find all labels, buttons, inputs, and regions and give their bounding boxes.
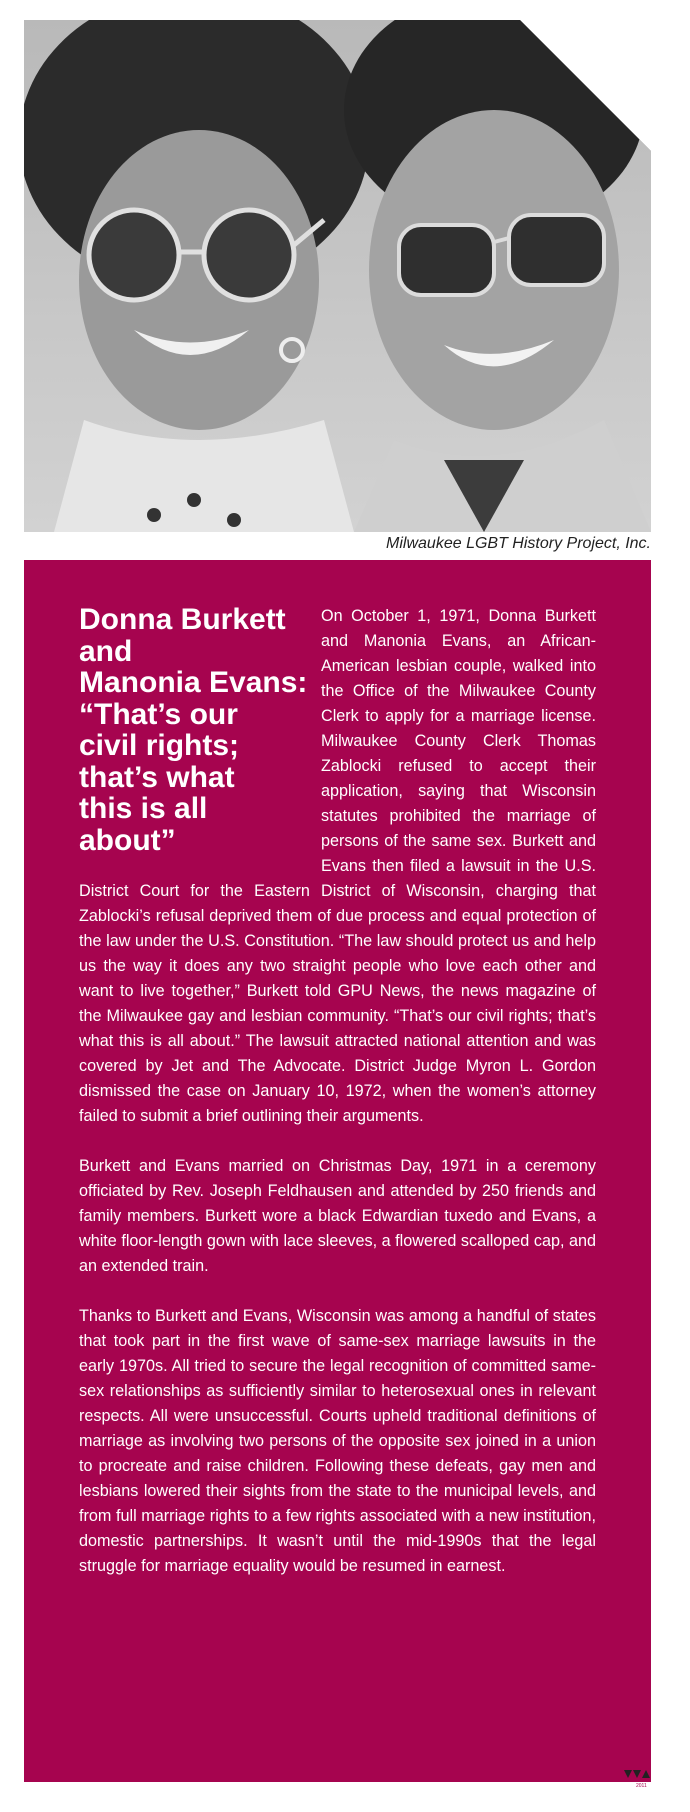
archival-photo <box>24 20 651 532</box>
title-line: and <box>79 634 133 668</box>
title-line: that’s what <box>79 760 235 794</box>
title-line: Manonia Evans: <box>79 666 308 699</box>
title-line: this is all <box>79 792 208 825</box>
article-body <box>79 604 596 1604</box>
archival-photo-icon <box>24 20 651 532</box>
article-paragraph: Burkett and Evans married on Christmas Day, 1971 in a ceremony officiated by Rev. Joseph Feldhausen and attended by 250 friends and family members. Burkett wore a black Edwardian tuxedo and Evans, a white floor-length gown with lace sleeves, a flowered scalloped cap, and an extended train. <box>79 1157 596 1275</box>
article-title <box>79 604 309 856</box>
title-line: civil rights; <box>79 729 240 762</box>
triangles-logo-icon <box>624 1770 650 1780</box>
logo-caption: 2011 <box>636 1783 647 1789</box>
title-line: “That’s our <box>79 697 238 731</box>
title-line: about” <box>79 823 176 857</box>
article-paragraph: Thanks to Burkett and Evans, Wisconsin was among a handful of states that took part in the first wave of same-sex marriage lawsuits in the early 1970s. All tried to secure the legal recognition of committed same-sex relationships as sufficiently similar to heterosexual ones in relevant respects. All were unsuccessful. Courts upheld traditional definitions of marriage as involving two persons of the opposite sex joined in a union to procreate and raise children. Following these defeats, gay men and lesbians lowered their sights from the state to the municipal levels, and from full marriage rights to a few rights associated with a new institution, domestic partnerships. It wasn’t until the mid-1990s that the legal struggle for marriage equality would be resumed in earnest. <box>79 1307 596 1575</box>
article-paragraph: On October 1, 1971, Donna Burkett and Manonia Evans, an African-American lesbian couple, walked into the Office of the Milwaukee County Clerk to apply for a marriage license. Milwaukee County Clerk Thomas Zablocki refused to accept their application, saying that Wisconsin statutes prohibited the marriage of persons of the same sex. Burkett and Evans then filed a lawsuit in the U.S. District Court for the Eastern District of Wisconsin, charging that Zablocki’s refusal deprived them of due process and equal protection of the law under the U.S. Constitution. “The law should protect us and help us the way it does any two straight people who love each other and want to live together,” Burkett told GPU News, the news magazine of the Milwaukee gay and lesbian community. “That’s our civil rights; that’s what this is all about.” The lawsuit attracted national attention and was covered by Jet and The Advocate. District Judge Myron L. Gordon dismissed the case on January 10, 1972, when the women’s attorney failed to submit a brief outlining their arguments. <box>79 607 596 1125</box>
photo-credit: Milwaukee LGBT History Project, Inc. <box>386 535 651 552</box>
title-line: Donna Burkett <box>79 603 286 636</box>
